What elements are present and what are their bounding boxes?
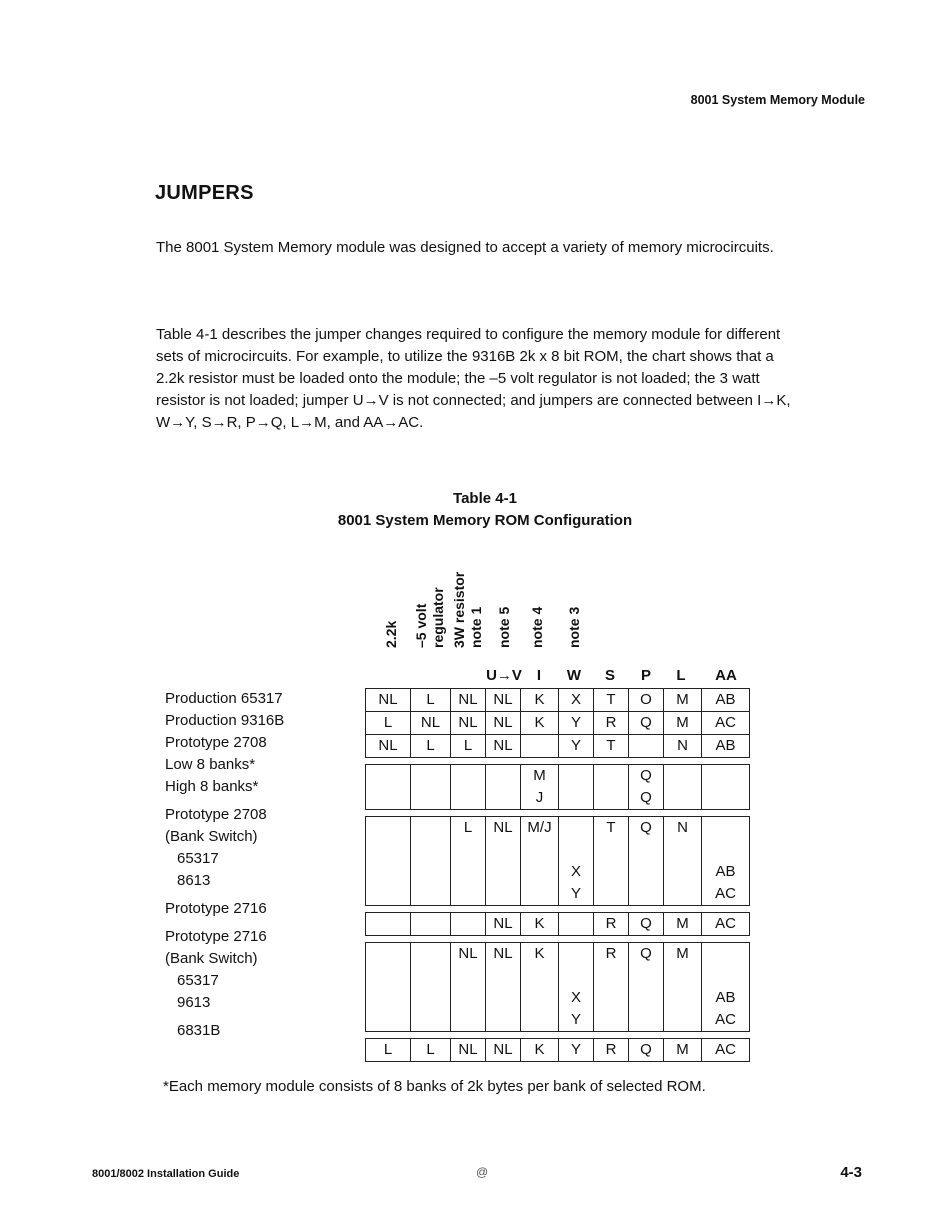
- table-footnote: *Each memory module consists of 8 banks of 2k bytes per bank of selected ROM.: [163, 1078, 706, 1095]
- table-cell: NL: [366, 735, 411, 758]
- table-cell: [702, 839, 750, 861]
- table-cell: L: [411, 1039, 451, 1062]
- header-letter-i: I: [536, 667, 542, 684]
- table-cell: [664, 987, 702, 1009]
- table-cell: [664, 965, 702, 987]
- table-cell: [664, 883, 702, 906]
- row-label: (Bank Switch): [165, 828, 258, 845]
- table-cell: [559, 839, 594, 861]
- table-cell: [451, 883, 486, 906]
- row-label: Prototype 2708: [165, 806, 267, 823]
- row-label: 6831B: [177, 1022, 221, 1039]
- table-cell: [366, 839, 411, 861]
- table-cell: [702, 765, 750, 788]
- table-cell: [664, 839, 702, 861]
- table-cell: [629, 735, 664, 758]
- table-cell: [559, 943, 594, 966]
- table-cell: NL: [451, 712, 486, 735]
- table-row: [366, 943, 750, 966]
- table-cell: [664, 1009, 702, 1032]
- table-cell: NL: [486, 712, 521, 735]
- row-label: Production 65317: [165, 690, 283, 707]
- table-cell: Q: [629, 712, 664, 735]
- table-cell: [411, 1009, 451, 1032]
- table-cell: [594, 765, 629, 788]
- table-cell: M: [521, 765, 559, 788]
- table-cell: [411, 987, 451, 1009]
- table-cell: AB: [702, 987, 750, 1009]
- header-letter-uv: U→V: [486, 667, 522, 684]
- table-cell: [629, 965, 664, 987]
- table-cell: K: [521, 689, 559, 712]
- table-cell: [702, 943, 750, 966]
- table-cell: [594, 1009, 629, 1032]
- jumper-table: [365, 688, 750, 1062]
- table-cell: [451, 787, 486, 810]
- table-cell: [664, 787, 702, 810]
- table-cell: R: [594, 712, 629, 735]
- table-cell: T: [594, 689, 629, 712]
- row-label: 8613: [177, 872, 211, 889]
- table-cell: [366, 987, 411, 1009]
- table-cell: AC: [702, 1009, 750, 1032]
- table-row: [366, 861, 750, 883]
- header-letter-s: S: [604, 667, 615, 684]
- table-row: [366, 839, 750, 861]
- table-cell: [702, 817, 750, 840]
- table-cell: [451, 913, 486, 936]
- table-cell: AB: [702, 861, 750, 883]
- table-cell: [451, 965, 486, 987]
- table-cell: AC: [702, 712, 750, 735]
- table-row: [366, 987, 750, 1009]
- table-cell: [594, 883, 629, 906]
- table-cell: [486, 883, 521, 906]
- table-cell: T: [594, 817, 629, 840]
- table-cell: [366, 883, 411, 906]
- row-label: Prototype 2716: [165, 928, 267, 945]
- row-labels: [165, 688, 355, 1042]
- table-cell: AC: [702, 883, 750, 906]
- table-cell: NL: [486, 735, 521, 758]
- table-cell: [366, 787, 411, 810]
- table-cell: [521, 987, 559, 1009]
- table-cell: [664, 861, 702, 883]
- row-label: 9613: [177, 994, 211, 1011]
- table-cell: [411, 883, 451, 906]
- table-cell: K: [521, 943, 559, 966]
- table-cell: [521, 1009, 559, 1032]
- table-cell: [366, 943, 411, 966]
- table-cell: [411, 787, 451, 810]
- footer-guide-title: 8001/8002 Installation Guide: [92, 1168, 240, 1180]
- column-headers: 2.2k –5 volt regulator 3W resistor note 1 note 5 note 4 note 3 U→V I W S P L AA: [0, 0, 950, 690]
- table-cell: Y: [559, 735, 594, 758]
- row-label: (Bank Switch): [165, 950, 258, 967]
- table-cell: [594, 987, 629, 1009]
- table-cell: Y: [559, 1039, 594, 1062]
- running-head: 8001 System Memory Module: [690, 93, 865, 107]
- table-cell: [451, 987, 486, 1009]
- table-number: Table 4-1: [453, 490, 517, 507]
- table-cell: NL: [486, 943, 521, 966]
- row-label: High 8 banks*: [165, 778, 259, 795]
- table-cell: NL: [411, 712, 451, 735]
- table-cell: N: [664, 735, 702, 758]
- table-cell: [366, 965, 411, 987]
- row-label: Production 9316B: [165, 712, 285, 729]
- table-cell: [559, 765, 594, 788]
- table-cell: K: [521, 1039, 559, 1062]
- table-cell: X: [559, 689, 594, 712]
- table-cell: [411, 765, 451, 788]
- table-cell: AC: [702, 913, 750, 936]
- table-cell: R: [594, 1039, 629, 1062]
- table-cell: Q: [629, 787, 664, 810]
- table-cell: [629, 987, 664, 1009]
- table-cell: [451, 1009, 486, 1032]
- intro-paragraph: The 8001 System Memory module was designed to accept a variety of memory microcircuits.: [156, 239, 774, 256]
- table-cell: Y: [559, 712, 594, 735]
- table-cell: N: [664, 817, 702, 840]
- table-cell: Q: [629, 817, 664, 840]
- table-cell: O: [629, 689, 664, 712]
- row-label: 65317: [177, 850, 219, 867]
- table-row: [366, 883, 750, 906]
- table-cell: [486, 965, 521, 987]
- table-cell: [664, 765, 702, 788]
- table-cell: NL: [366, 689, 411, 712]
- table-cell: L: [366, 712, 411, 735]
- table-cell: L: [366, 1039, 411, 1062]
- table-cell: [521, 861, 559, 883]
- table-cell: [629, 861, 664, 883]
- table-cell: [702, 787, 750, 810]
- table-cell: [486, 839, 521, 861]
- table-cell: [594, 861, 629, 883]
- table-cell: AC: [702, 1039, 750, 1062]
- table-cell: NL: [451, 943, 486, 966]
- row-label: 65317: [177, 972, 219, 989]
- table-cell: NL: [451, 689, 486, 712]
- table-cell: [629, 1009, 664, 1032]
- table-cell: [594, 839, 629, 861]
- table-cell: K: [521, 913, 559, 936]
- table-cell: M: [664, 1039, 702, 1062]
- table-cell: NL: [451, 1039, 486, 1062]
- table-cell: [559, 817, 594, 840]
- table-cell: K: [521, 712, 559, 735]
- table-row: [366, 913, 750, 936]
- table-cell: [411, 943, 451, 966]
- table-cell: [629, 839, 664, 861]
- header-letter-p: P: [640, 667, 651, 684]
- footer-mark: @: [476, 1165, 489, 1179]
- table-cell: J: [521, 787, 559, 810]
- table-cell: NL: [486, 689, 521, 712]
- table-cell: Q: [629, 943, 664, 966]
- table-cell: [366, 817, 411, 840]
- table-cell: M: [664, 913, 702, 936]
- table-cell: [594, 965, 629, 987]
- table-cell: L: [451, 735, 486, 758]
- table-cell: [486, 861, 521, 883]
- table-cell: AB: [702, 735, 750, 758]
- row-label: Prototype 2716: [165, 900, 267, 917]
- table-cell: T: [594, 735, 629, 758]
- table-cell: [411, 965, 451, 987]
- page-number: 4-3: [840, 1164, 862, 1181]
- table-cell: AB: [702, 689, 750, 712]
- table-row: [366, 712, 750, 735]
- table-cell: Q: [629, 913, 664, 936]
- table-cell: [411, 839, 451, 861]
- table-cell: [702, 965, 750, 987]
- table-cell: L: [451, 817, 486, 840]
- header-letter-aa: AA: [715, 667, 737, 684]
- table-cell: M: [664, 712, 702, 735]
- table-cell: [486, 765, 521, 788]
- table-cell: [521, 965, 559, 987]
- table-cell: M: [664, 689, 702, 712]
- table-cell: [521, 735, 559, 758]
- description-paragraph: Table 4-1 describes the jumper changes required to configure the memory module for different sets of microcircuits. For example, to utilize the 9316B 2k x 8 bit ROM, the chart shows that a 2.2k resistor must be loaded onto the module; the –5 volt regulator is not loaded; the 3 watt resistor is not loaded; jumper U→V is not connected; and jumpers are connected between I→K, W→Y, S→R, P→Q, L→M, and AA→AC.: [156, 326, 791, 431]
- table-cell: [521, 883, 559, 906]
- table-row: [366, 965, 750, 987]
- table-cell: [486, 1009, 521, 1032]
- table-cell: [366, 913, 411, 936]
- row-label: Low 8 banks*: [165, 756, 256, 773]
- table-cell: [366, 861, 411, 883]
- table-cell: [559, 913, 594, 936]
- table-row: [366, 787, 750, 810]
- table-row: [366, 689, 750, 712]
- table-cell: [559, 787, 594, 810]
- table-cell: [366, 1009, 411, 1032]
- header-letter-w: W: [566, 667, 582, 684]
- table-cell: X: [559, 987, 594, 1009]
- section-title: JUMPERS: [155, 182, 254, 204]
- table-cell: Q: [629, 1039, 664, 1062]
- table-cell: [629, 883, 664, 906]
- table-cell: R: [594, 943, 629, 966]
- table-row: [366, 765, 750, 788]
- table-cell: [486, 987, 521, 1009]
- table-cell: Y: [559, 1009, 594, 1032]
- table-row: [366, 1009, 750, 1032]
- table-cell: M/J: [521, 817, 559, 840]
- table-cell: [486, 787, 521, 810]
- table-cell: X: [559, 861, 594, 883]
- table-cell: Q: [629, 765, 664, 788]
- table-cell: L: [411, 689, 451, 712]
- table-cell: L: [411, 735, 451, 758]
- table-cell: [559, 965, 594, 987]
- table-cell: [594, 787, 629, 810]
- table-cell: R: [594, 913, 629, 936]
- table-cell: [411, 861, 451, 883]
- table-cell: [451, 765, 486, 788]
- table-cell: [411, 817, 451, 840]
- row-label: Prototype 2708: [165, 734, 267, 751]
- table-cell: [521, 839, 559, 861]
- table-cell: [411, 913, 451, 936]
- table-title: 8001 System Memory ROM Configuration: [337, 512, 633, 529]
- table-cell: Y: [559, 883, 594, 906]
- table-cell: NL: [486, 913, 521, 936]
- table-row: [366, 817, 750, 840]
- table-cell: NL: [486, 817, 521, 840]
- table-row: [366, 735, 750, 758]
- table-cell: [451, 839, 486, 861]
- table-row: [366, 1039, 750, 1062]
- table-cell: M: [664, 943, 702, 966]
- header-letter-l: L: [676, 667, 686, 684]
- table-cell: NL: [486, 1039, 521, 1062]
- table-cell: [366, 765, 411, 788]
- table-cell: [451, 861, 486, 883]
